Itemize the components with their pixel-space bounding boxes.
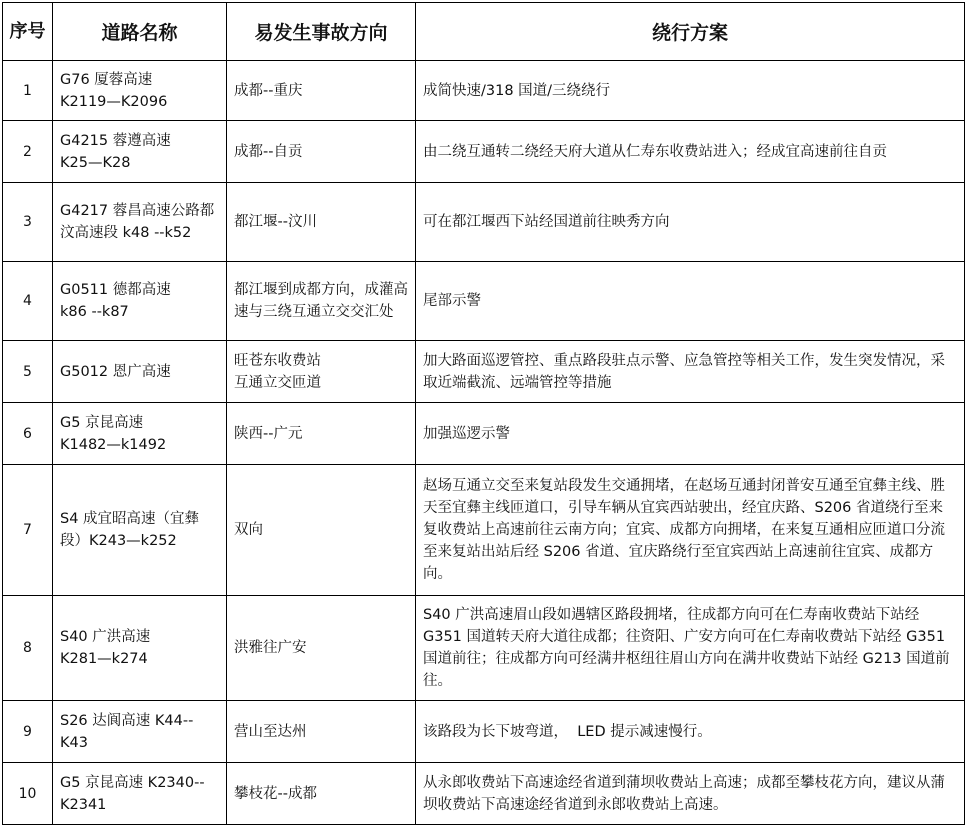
cell-road: G4215 蓉遵高速 K25—K28 [53, 121, 227, 183]
cell-road: G5012 恩广高速 [53, 341, 227, 403]
cell-direction: 旺苍东收费站 互通立交匝道 [227, 341, 416, 403]
cell-plan: 赵场互通立交至来复站段发生交通拥堵，在赵场互通封闭普安互通至宜彝主线、胜天至宜彝主线匝道口，引导车辆从宜宾西站驶出，经宜庆路、S206 省道绕行至来复收费站上高速前往云南方向；宜宾、成都方向拥堵，在来复互通相应匝道口分流至来复站出站后经 S206 省道、宜庆路绕行至宜宾西站上高速前往宜宾、成都方向。 [416, 465, 965, 596]
cell-no: 10 [3, 763, 53, 825]
detour-table [2, 2, 965, 825]
cell-road: S40 广洪高速 K281—k274 [53, 596, 227, 701]
cell-road: G0511 德都高速 k86 --k87 [53, 262, 227, 341]
cell-road: S4 成宜昭高速（宜彝段）K243—k252 [53, 465, 227, 596]
cell-direction: 双向 [227, 465, 416, 596]
table-row [3, 465, 965, 596]
cell-no: 4 [3, 262, 53, 341]
cell-no: 2 [3, 121, 53, 183]
cell-direction: 陕西--广元 [227, 403, 416, 465]
table-row [3, 61, 965, 121]
header-no: 序号 [3, 3, 53, 61]
cell-road: S26 达阆高速 K44--K43 [53, 701, 227, 763]
cell-direction: 攀枝花--成都 [227, 763, 416, 825]
cell-direction: 都江堰到成都方向，成灌高速与三绕互通立交交汇处 [227, 262, 416, 341]
header-road: 道路名称 [53, 3, 227, 61]
cell-direction: 营山至达州 [227, 701, 416, 763]
cell-plan: 加大路面巡逻管控、重点路段驻点示警、应急管控等相关工作，发生突发情况，采取近端截流、远端管控等措施 [416, 341, 965, 403]
header-direction: 易发生事故方向 [227, 3, 416, 61]
cell-plan: 可在都江堰西下站经国道前往映秀方向 [416, 183, 965, 262]
header-row [3, 3, 965, 61]
cell-plan: 该路段为长下坡弯道， LED 提示减速慢行。 [416, 701, 965, 763]
cell-no: 5 [3, 341, 53, 403]
cell-road: G76 厦蓉高速 K2119—K2096 [53, 61, 227, 121]
cell-no: 8 [3, 596, 53, 701]
table-row [3, 701, 965, 763]
cell-no: 3 [3, 183, 53, 262]
cell-direction: 都江堰--汶川 [227, 183, 416, 262]
table-row [3, 596, 965, 701]
cell-plan: S40 广洪高速眉山段如遇辖区路段拥堵，往成都方向可在仁寿南收费站下站经 G351 国道转天府大道往成都；往资阳、广安方向可在仁寿南收费站下站经 G351 国道前往；往成都方向可经满井枢纽往眉山方向在满井收费站下站经 G213 国道前往。 [416, 596, 965, 701]
cell-no: 9 [3, 701, 53, 763]
cell-direction: 成都--重庆 [227, 61, 416, 121]
table-row [3, 121, 965, 183]
cell-plan: 从永郎收费站下高速途经省道到蒲坝收费站上高速；成都至攀枝花方向，建议从蒲坝收费站下高速途经省道到永郎收费站上高速。 [416, 763, 965, 825]
cell-direction: 成都--自贡 [227, 121, 416, 183]
cell-road: G5 京昆高速 K2340--K2341 [53, 763, 227, 825]
cell-plan: 由二绕互通转二绕经天府大道从仁寿东收费站进入；经成宜高速前往自贡 [416, 121, 965, 183]
table-row [3, 183, 965, 262]
header-plan: 绕行方案 [416, 3, 965, 61]
table-row [3, 763, 965, 825]
cell-plan: 成简快速/318 国道/三绕绕行 [416, 61, 965, 121]
table-row [3, 403, 965, 465]
cell-plan: 加强巡逻示警 [416, 403, 965, 465]
table-row [3, 341, 965, 403]
table-row [3, 262, 965, 341]
cell-no: 1 [3, 61, 53, 121]
cell-no: 7 [3, 465, 53, 596]
cell-road: G5 京昆高速 K1482—k1492 [53, 403, 227, 465]
cell-no: 6 [3, 403, 53, 465]
cell-plan: 尾部示警 [416, 262, 965, 341]
cell-direction: 洪雅往广安 [227, 596, 416, 701]
cell-road: G4217 蓉昌高速公路都汶高速段 k48 --k52 [53, 183, 227, 262]
